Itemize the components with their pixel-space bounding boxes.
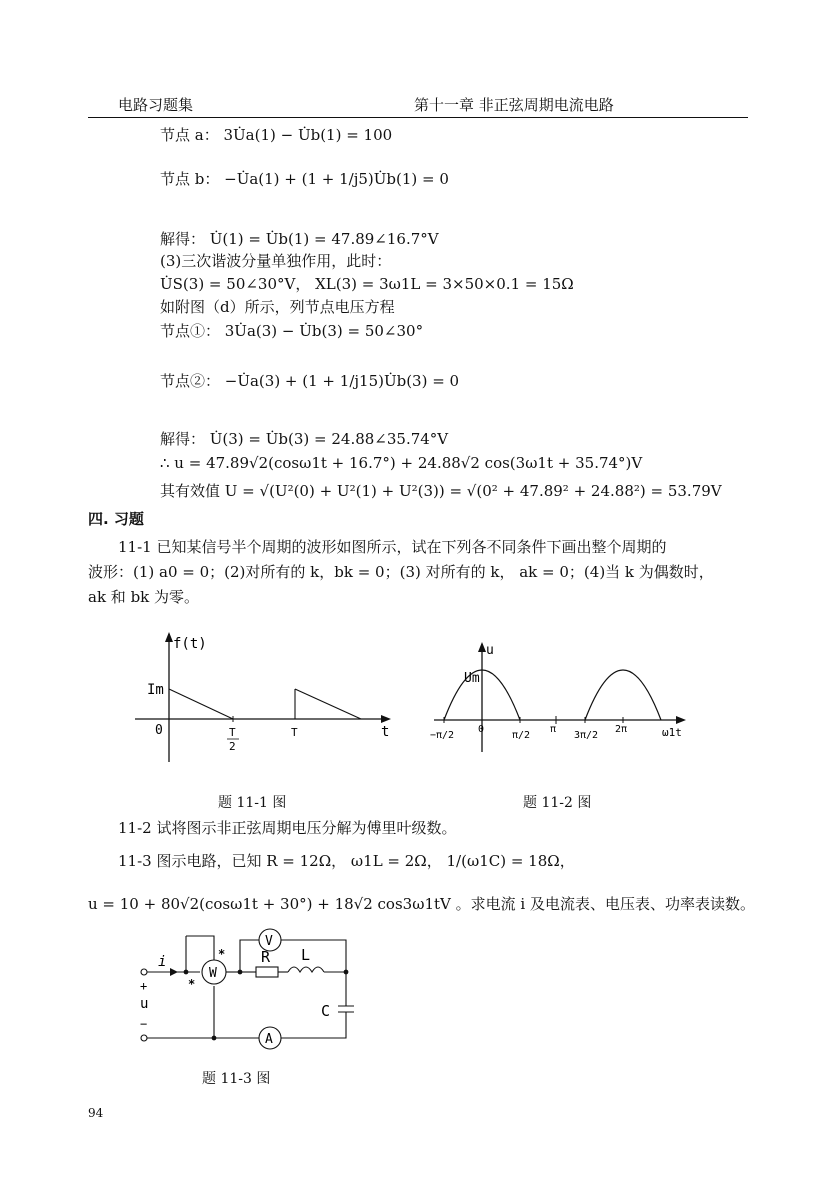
fig11-1-amp-label: Im [147, 682, 164, 698]
fig11-1-ramp-2 [295, 689, 361, 719]
fig11-2-tick-label: −π/2 [430, 730, 455, 741]
figure-11-3 [138, 928, 368, 1056]
terminal-top [141, 969, 147, 975]
page-number: 94 [88, 1106, 104, 1120]
fig11-2-xlabel: ω1t [662, 726, 682, 739]
eq-u-expression: ∴ u = 47.89√2(cosω1t + 16.7°) + 24.88√2 cos(3ω1t + 35.74°)V [160, 454, 643, 472]
eq-result-1: 解得： U̇(1) = U̇b(1) = 47.89∠16.7°V [160, 230, 439, 248]
label-minus: − [140, 1017, 148, 1031]
wire-l-to-c [324, 972, 346, 1006]
text-figure-d: 如附图（d）所示，列节点电压方程 [160, 298, 395, 316]
problem-11-1-line3: ak 和 bk 为零。 [88, 588, 200, 606]
caption-11-3: 题 11-3 图 [202, 1071, 271, 1087]
fig11-2-ylabel: u [486, 643, 494, 658]
terminal-bottom [141, 1035, 147, 1041]
resistor-r [256, 967, 278, 977]
problem-11-3-line2: u = 10 + 80√2(cosω1t + 30°) + 18√2 cos3ω1tV 。求电流 i 及电流表、电压表、功率表读数。 [88, 895, 755, 913]
fig11-1-half-num: T [229, 726, 236, 739]
problem-11-2: 11-2 试将图示非正弦周期电压分解为傅里叶级数。 [118, 819, 457, 837]
fig11-1-ramp-1 [169, 689, 233, 719]
wire-wattmeter-voltage-coil [186, 936, 214, 960]
fig11-1-origin: 0 [155, 723, 163, 738]
section-title: 四. 习题 [88, 510, 144, 528]
label-ammeter: A [265, 1032, 273, 1047]
eq-source-3: U̇S(3) = 50∠30°V， XL(3) = 3ω1L = 3×50×0.1 = 15Ω [160, 275, 574, 293]
eq-node2-3: 节点②： −U̇a(3) + (1 + 1/j15)U̇b(3) = 0 [160, 372, 460, 390]
fig11-2-amp-label: Um [464, 671, 480, 686]
label-voltmeter: V [265, 934, 273, 949]
capacitor-c [338, 1006, 354, 1012]
label-inductor: L [301, 946, 311, 964]
label-current-i: i [158, 954, 167, 970]
wire-c-bottom [281, 1012, 346, 1038]
fig11-2-tick-label: π [550, 724, 557, 735]
caption-11-1: 题 11-1 图 [218, 795, 287, 811]
text-third-harmonic: (3)三次谐波分量单独作用，此时： [160, 252, 392, 270]
label-wattmeter: W [209, 966, 217, 981]
fig11-2-tick-label: π/2 [512, 730, 531, 741]
junction-dot [184, 970, 189, 975]
fig11-2-x-arrow [676, 716, 686, 724]
eq-node1-3: 节点①： 3U̇a(3) − U̇b(3) = 50∠30° [160, 322, 424, 340]
eq-result-3: 解得： U̇(3) = U̇b(3) = 24.88∠35.74°V [160, 430, 449, 448]
fig11-1-xlabel: t [381, 724, 390, 740]
current-arrow [170, 968, 178, 976]
label-voltage-u: u [140, 996, 149, 1012]
figure-11-1 [125, 630, 400, 765]
eq-node-a-1: 节点 a： 3U̇a(1) − U̇b(1) = 100 [160, 126, 393, 144]
wire-voltmeter-right [281, 940, 346, 972]
junction-dot [238, 970, 243, 975]
label-capacitor: C [321, 1002, 331, 1020]
inductor-l [288, 967, 324, 972]
caption-11-2: 题 11-2 图 [523, 795, 592, 811]
eq-node-b-1: 节点 b： −U̇a(1) + (1 + 1/j5)U̇b(1) = 0 [160, 170, 449, 188]
header-chapter-title: 第十一章 非正弦周期电流电路 [414, 96, 614, 114]
fig11-1-y-arrow [165, 632, 173, 642]
label-resistor: R [261, 948, 271, 966]
junction-dot [344, 970, 349, 975]
problem-11-1-line2: 波形：(1) a0 = 0；(2)对所有的 k，bk = 0；(3) 对所有的 k， ak = 0；(4)当 k 为偶数时， [88, 563, 714, 581]
header-rule [88, 117, 748, 118]
fig11-2-y-arrow [478, 642, 486, 652]
figure-11-2 [420, 640, 695, 760]
label-star-current: * [188, 977, 196, 991]
fig11-1-period: T [291, 726, 298, 739]
problem-11-1-line1: 11-1 已知某信号半个周期的波形如图所示，试在下列各不同条件下画出整个周期的 [118, 538, 667, 556]
fig11-2-hump-2 [585, 670, 661, 720]
problem-11-3-line1: 11-3 图示电路，已知 R = 12Ω， ω1L = 2Ω， 1/(ω1C) = 18Ω， [118, 852, 575, 870]
fig11-2-tick-label: 3π/2 [574, 730, 599, 741]
fig11-1-half-den: 2 [229, 740, 236, 753]
fig11-2-tick-label: 0 [478, 724, 485, 735]
header-book-title: 电路习题集 [118, 96, 194, 114]
label-plus: + [140, 979, 148, 993]
label-star-voltage: * [218, 947, 226, 961]
fig11-2-tick-label: 2π [615, 724, 628, 735]
fig11-1-x-arrow [381, 715, 391, 723]
junction-dot [212, 1036, 217, 1041]
eq-rms: 其有效值 U = √(U²(0) + U²(1) + U²(3)) = √(0² + 47.89² + 24.88²) = 53.79V [160, 482, 722, 500]
fig11-1-ylabel: f(t) [173, 636, 207, 652]
